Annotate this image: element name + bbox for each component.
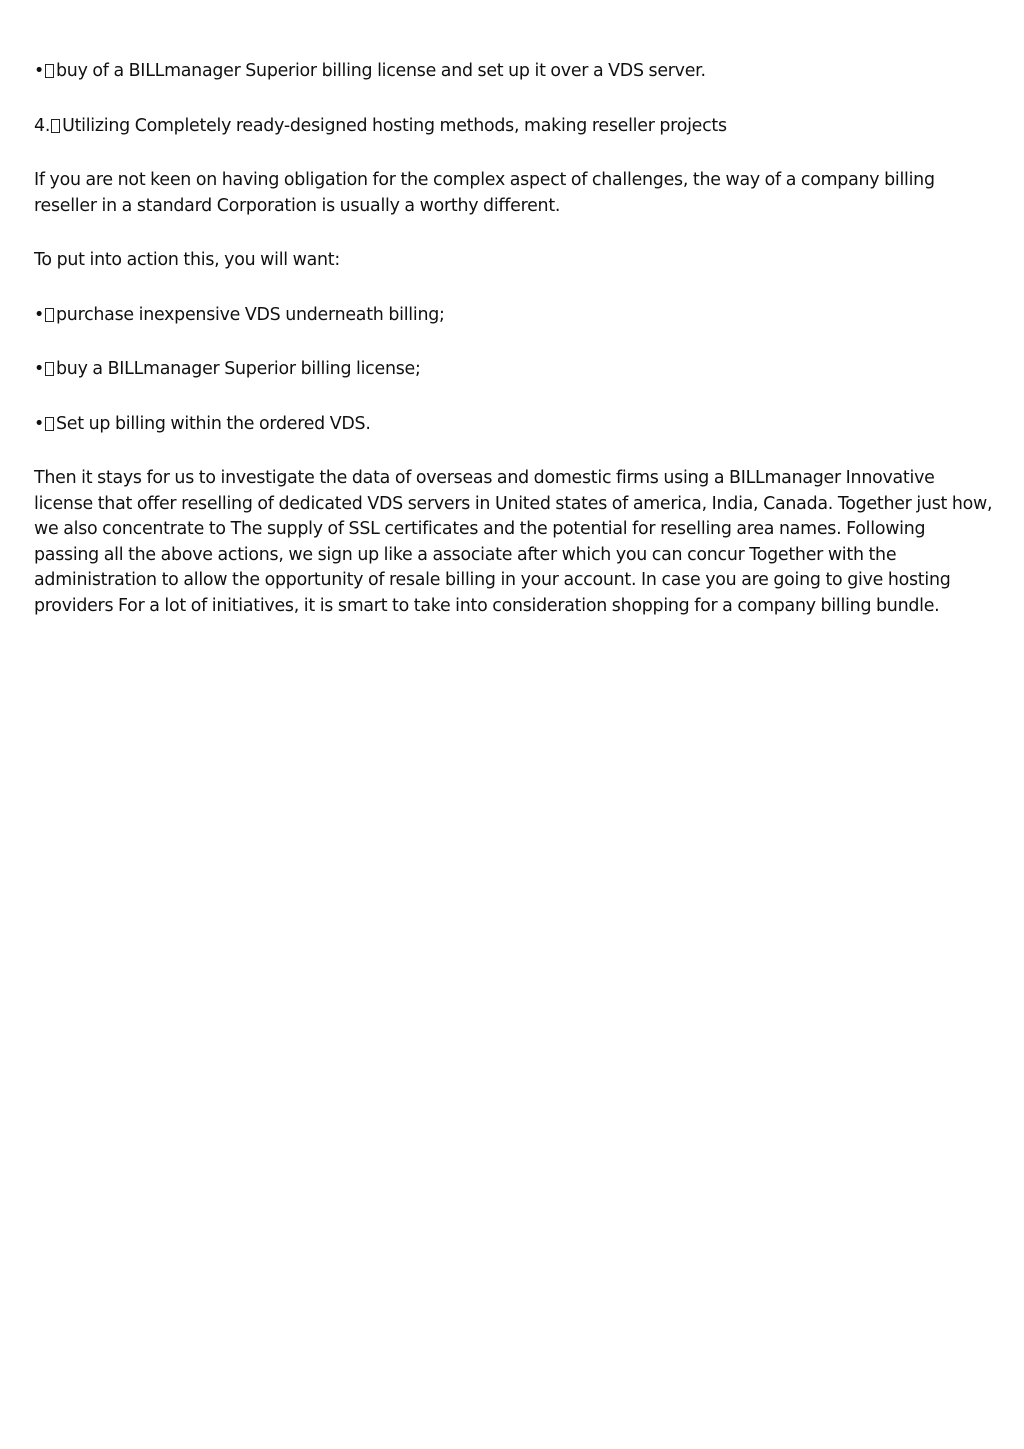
bullet-marker: • (34, 304, 45, 325)
bullet-lead: buy (56, 359, 88, 379)
missing-glyph-box (45, 64, 54, 78)
bullet-text: up billing within the ordered VDS. (88, 413, 371, 434)
missing-glyph-box (45, 362, 54, 376)
missing-glyph-box (51, 119, 60, 133)
requirements-heading: To put into action this, you will want: (34, 250, 340, 270)
bullet-lead: Set (56, 413, 84, 434)
missing-glyph-box (45, 417, 54, 431)
missing-glyph-box (45, 308, 54, 322)
bullet-lead: buy (56, 61, 88, 81)
bullet-marker: • (34, 413, 45, 434)
bullet-buy-license-setup (34, 59, 994, 85)
bullet-marker: • (34, 61, 45, 81)
bullet-text: a BILLmanager Superior billing license; (92, 359, 421, 379)
bullet-purchase-vds (34, 303, 994, 329)
bullet-marker: • (34, 359, 45, 379)
item-lead: Utilizing (62, 115, 130, 136)
item-text: Completely ready-designed hosting methods, making reseller projects (134, 115, 727, 136)
bullet-buy-license (34, 357, 994, 383)
bullet-text: inexpensive VDS underneath billing; (138, 304, 445, 325)
bullet-lead: purchase (56, 304, 134, 325)
intro-paragraph: If you are not keen on having obligation for the complex aspect of challenges, the way of a company billing reseller in a standard Corporation is usually a worthy different. (34, 170, 935, 216)
bullet-set-up-billing (34, 412, 994, 438)
numbered-item-4 (34, 114, 994, 140)
bullet-text: of a BILLmanager Superior billing license and set up it over a VDS server. (92, 61, 706, 81)
document-body (34, 59, 994, 619)
list-number: 4. (34, 115, 51, 136)
conclusion-paragraph: Then it stays for us to investigate the data of overseas and domestic firms using a BILLmanager Innovative license that offer reselling of dedicated VDS servers in United states of america, India, Canada. Together just how, we also concentrate to The supply of SSL certificates and the potential for reselling area names. Following passing all the above actions, we sign up like a associate after which you can concur Together with the administration to allow the opportunity of resale billing in your account. In case you are going to give hosting providers For a lot of initiatives, it is smart to take into consideration shopping for a company billing bundle. (34, 468, 993, 616)
